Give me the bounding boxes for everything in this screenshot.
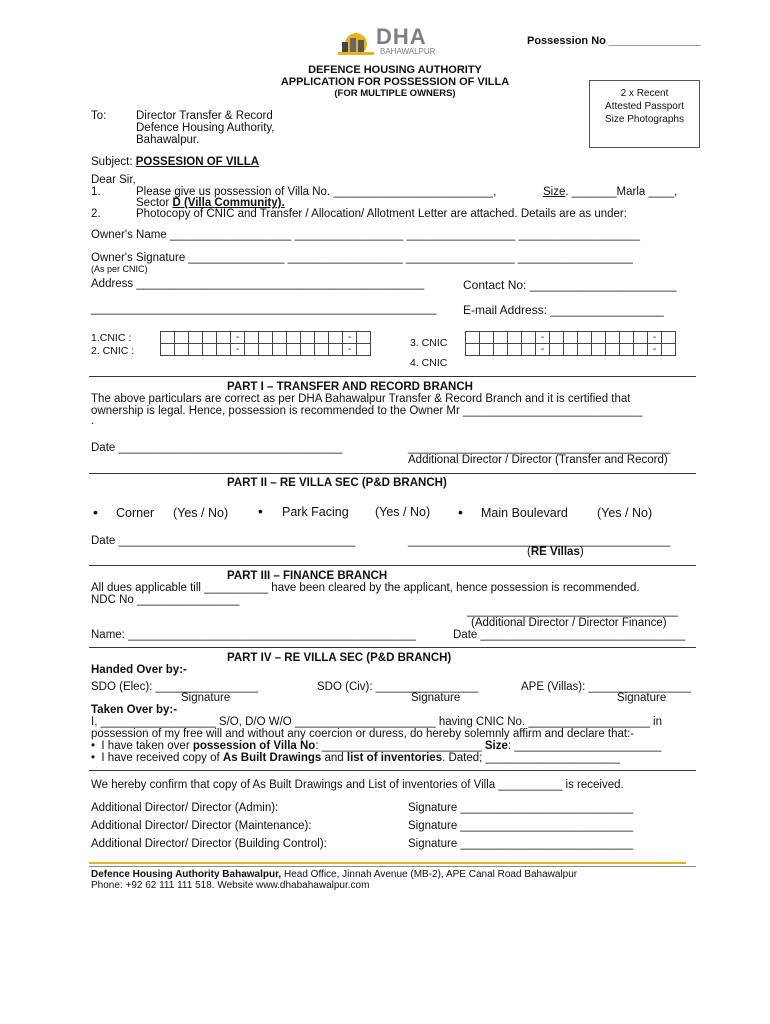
b1-end: : _______________________	[507, 740, 662, 752]
taken-over-line-2: possession of my free will and without any coercion or duress, do hereby solemnly affirm and declare that:-	[91, 728, 635, 740]
taken-over-line-1[interactable]: I, __________________ S/O, D/O W/O ______________________ having CNIC No. ___________________ in	[91, 716, 662, 728]
part-1-dot: .	[91, 415, 95, 427]
para-1-text: Please give us possession of Villa No. _________________________,	[136, 186, 497, 198]
subject-label: Subject:	[91, 156, 133, 168]
size-rest: . _______Marla ____,	[565, 186, 678, 198]
confirm-text: We hereby confirm that copy of As Built Drawings and List of inventories of Villa __________ is received.	[91, 779, 624, 791]
address-line-2[interactable]: ______________________________________________________	[91, 303, 437, 315]
footer-rule-gold	[89, 862, 686, 864]
dash: -	[231, 332, 245, 344]
b1-bold: possession of Villa No	[192, 740, 316, 752]
bullet-corner: •	[93, 504, 98, 520]
b2-bold-1: As Built Drawings	[222, 752, 322, 764]
part-1-text-1: The above particulars are correct as per DHA Bahawalpur Transfer & Record Branch and it is certified that	[91, 393, 631, 405]
corner-label: Corner	[116, 506, 155, 520]
possession-no: Possession No _______________	[527, 35, 701, 47]
footer-address-rest: Head Office, Jinnah Avenue (MB-2), APE Canal Road Bahawalpur	[281, 869, 578, 880]
subject-value: POSSESION OF VILLA	[135, 156, 260, 168]
re-villas-label	[527, 546, 584, 558]
part-1-date[interactable]: Date ___________________________________	[91, 442, 343, 454]
b2-bold-2: list of inventories	[346, 752, 443, 764]
confirm-rule	[89, 770, 696, 771]
owner-signature-field[interactable]: Owner's Signature _______________ __________________ _________________ __________________	[91, 252, 633, 264]
to-line-1: Director Transfer & Record	[136, 110, 273, 122]
salutation: Dear Sir,	[91, 174, 136, 186]
sdo-elec-signature: Signature	[181, 692, 231, 704]
part-3-title: PART III – FINANCE BRANCH	[227, 570, 388, 582]
footer-address	[91, 869, 577, 880]
part-4-rule	[89, 647, 696, 648]
corner-yes-no[interactable]: (Yes / No)	[173, 506, 229, 520]
paren-open: (	[527, 546, 531, 558]
footer-org: Defence Housing Authority Bahawalpur,	[91, 869, 282, 880]
ndc-field[interactable]: NDC No ________________	[91, 594, 240, 606]
bullet-park: •	[258, 503, 263, 519]
dha-logo-icon	[336, 24, 376, 58]
contact-field[interactable]: Contact No: ______________________	[463, 278, 677, 292]
b2-and: and	[321, 752, 347, 764]
logo-text: DHA	[376, 24, 427, 49]
sdo-elec-field[interactable]: SDO (Elec): ________________	[91, 681, 258, 693]
bullet: •	[91, 752, 96, 764]
part-2-sig-line[interactable]: _________________________________________	[408, 535, 671, 547]
main-yes-no[interactable]: (Yes / No)	[597, 506, 653, 520]
declaration-bullet-2	[91, 752, 620, 764]
subject	[91, 156, 259, 168]
ape-signature: Signature	[617, 692, 667, 704]
part-3-designation: (Additional Director / Director Finance)	[471, 617, 667, 629]
admin-label: Additional Director/ Director (Admin):	[91, 802, 279, 814]
photo-line-2: Attested Passport	[605, 101, 684, 112]
ape-field[interactable]: APE (Villas): ________________	[521, 681, 691, 693]
part-2-title: PART II – RE VILLA SEC (P&D BRANCH)	[227, 477, 447, 489]
part-1-title: PART I – TRANSFER AND RECORD BRANCH	[227, 381, 473, 393]
title-multiple-owners: (FOR MULTIPLE OWNERS)	[334, 88, 456, 99]
paren-close: )	[579, 546, 584, 558]
part-3-date[interactable]: Date ________________________________	[453, 629, 686, 641]
maintenance-label: Additional Director/ Director (Maintenance):	[91, 820, 312, 832]
part-1-sig-line[interactable]: _________________________________________	[408, 442, 671, 454]
dash: -	[648, 332, 662, 344]
photo-box	[589, 80, 700, 148]
dha-logo	[336, 24, 446, 58]
cnic-grid-left[interactable]	[160, 331, 371, 356]
para-2-num: 2.	[91, 208, 101, 220]
dash: -	[343, 344, 357, 356]
to-label: To:	[91, 110, 107, 122]
dash: -	[231, 344, 245, 356]
park-label: Park Facing	[282, 505, 349, 519]
cnic-1-label: 1.CNIC :	[91, 332, 132, 344]
cnic-grid-right[interactable]	[465, 331, 676, 356]
to-line-2: Defence Housing Authority,	[136, 122, 275, 134]
para-1-size	[543, 186, 677, 198]
admin-signature[interactable]: Signature ___________________________	[408, 802, 634, 814]
email-field[interactable]: E-mail Address: _________________	[463, 303, 664, 317]
sdo-civ-signature: Signature	[411, 692, 461, 704]
bullet: •	[91, 740, 96, 752]
b1-mid: : _________________________	[315, 740, 485, 752]
cnic-3-label: 3. CNIC	[410, 337, 448, 349]
building-control-signature[interactable]: Signature ___________________________	[408, 838, 634, 850]
part-1-rule	[89, 376, 696, 377]
address-field[interactable]: Address _____________________________________________	[91, 278, 425, 290]
cnic-4-label: 4. CNIC	[410, 357, 448, 369]
owner-name-field[interactable]: Owner's Name ___________________ _________________ _________________ ___________________	[91, 229, 640, 241]
b1-pre: I have taken over	[101, 740, 193, 752]
declaration-bullet-1	[91, 740, 661, 752]
photo-line-1: 2 x Recent	[620, 88, 669, 99]
footer-rule-gray	[89, 866, 696, 867]
part-1-designation: Additional Director / Director (Transfer and Record)	[408, 454, 668, 466]
handed-over-label: Handed Over by:-	[91, 664, 187, 676]
per-cnic-note: (As per CNIC)	[91, 264, 148, 274]
dash: -	[536, 344, 550, 356]
b1-size: Size	[484, 740, 508, 752]
b2-pre: I have received copy of	[101, 752, 223, 764]
para-1-num: 1.	[91, 186, 101, 198]
main-boulevard-label: Main Boulevard	[481, 506, 568, 520]
re-villas-text: RE Villas	[530, 546, 580, 558]
para-2-text: Photocopy of CNIC and Transfer / Allocation/ Allotment Letter are attached. Details are as under:	[136, 208, 627, 220]
part-3-text-1: All dues applicable till __________ have been cleared by the applicant, hence possession is recommended.	[91, 582, 640, 594]
title-application: APPLICATION FOR POSSESSION OF VILLA	[280, 76, 510, 88]
footer-contact: Phone: +92 62 111 111 518. Website www.dhabahawalpur.com	[91, 880, 370, 891]
logo-subtext: BAHAWALPUR	[380, 47, 436, 56]
sdo-civ-field[interactable]: SDO (Civ): ________________	[317, 681, 479, 693]
cnic-2-label: 2. CNIC :	[91, 345, 135, 357]
title-authority: DEFENCE HOUSING AUTHORITY	[308, 64, 482, 76]
part-2-rule	[89, 473, 696, 474]
taken-over-label: Taken Over by:-	[91, 704, 178, 716]
dash: -	[648, 344, 662, 356]
to-line-3: Bahawalpur.	[136, 134, 200, 146]
dash: -	[536, 332, 550, 344]
b2-end: . Dated; _____________________	[442, 752, 620, 764]
maintenance-signature[interactable]: Signature ___________________________	[408, 820, 634, 832]
part-2-date[interactable]: Date _____________________________________	[91, 535, 356, 547]
part-1-text-2: ownership is legal. Hence, possession is recommended to the Owner Mr ____________________________	[91, 405, 643, 417]
building-control-label: Additional Director/ Director (Building Control):	[91, 838, 327, 850]
size-label: Size	[543, 186, 566, 198]
sector-value: D (Villa Community).	[172, 197, 285, 209]
part-3-rule	[89, 565, 696, 566]
part-3-name[interactable]: Name: _____________________________________________	[91, 629, 416, 641]
photo-line-3: Size Photographs	[605, 114, 684, 125]
part-3-sig-line[interactable]: _________________________________	[467, 605, 679, 617]
park-yes-no[interactable]: (Yes / No)	[375, 505, 431, 519]
bullet-main: •	[458, 504, 463, 520]
sector-pre: Sector	[136, 197, 173, 209]
dash: -	[343, 332, 357, 344]
part-4-title: PART IV – RE VILLA SEC (P&D BRANCH)	[227, 652, 452, 664]
